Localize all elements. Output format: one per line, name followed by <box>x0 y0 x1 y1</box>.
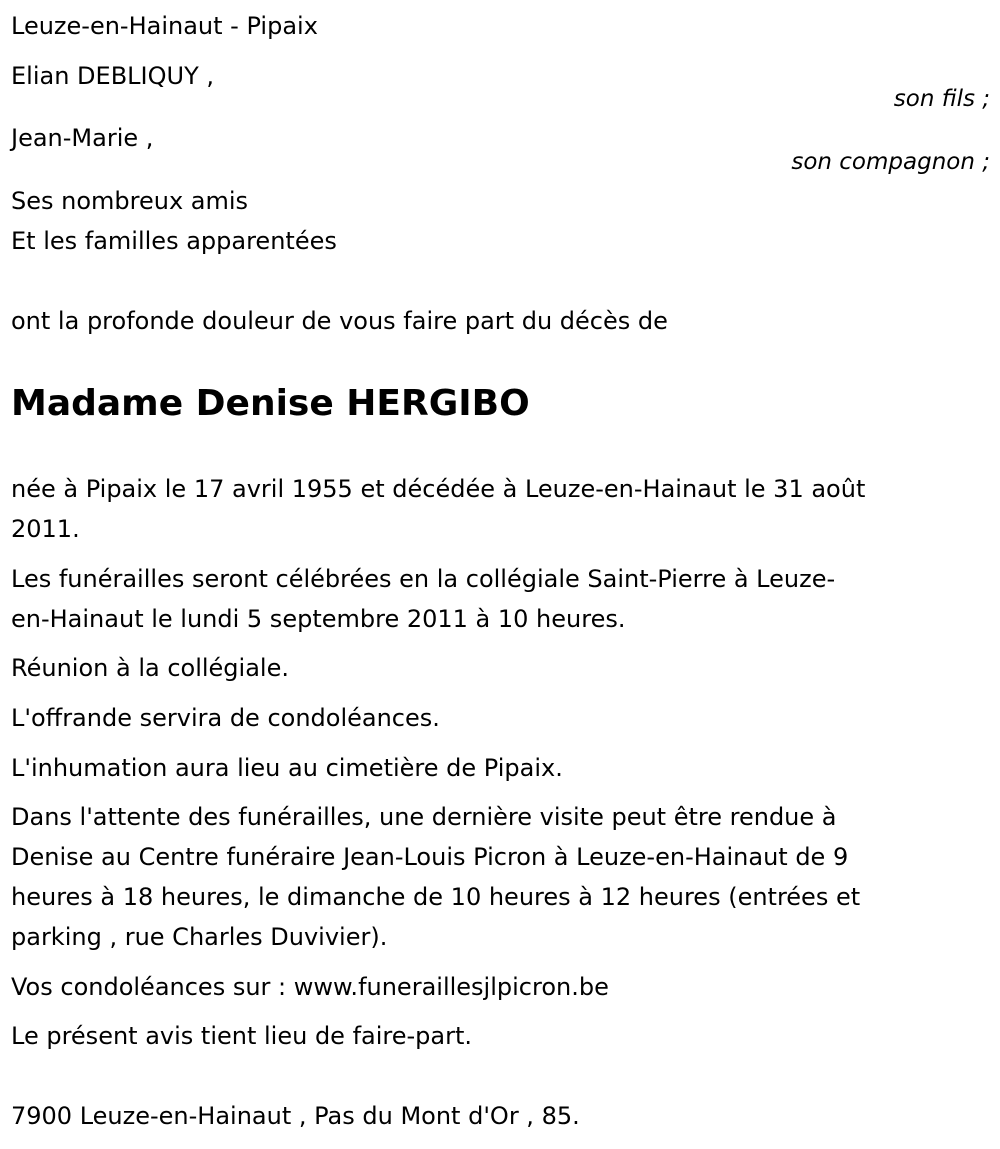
notice-line: Le présent avis tient lieu de faire-part. <box>11 1022 473 1050</box>
family-member-relation: son compagnon ; <box>791 149 990 175</box>
birth-death-line: née à Pipaix le 17 avril 1955 et décédée à Leuze-en-Hainaut le 31 août <box>11 475 866 503</box>
families-line: Et les familles apparentées <box>11 227 337 255</box>
birth-death-line: 2011. <box>11 515 80 543</box>
deceased-name: Madame Denise HERGIBO <box>11 383 530 424</box>
condolences-line: Vos condoléances sur : www.funeraillesjlpicron.be <box>11 973 609 1001</box>
location-heading: Leuze-en-Hainaut - Pipaix <box>11 12 318 40</box>
family-member-name: Jean-Marie , <box>11 124 154 152</box>
burial-line: L'inhumation aura lieu au cimetière de Pipaix. <box>11 754 563 782</box>
visit-line: heures à 18 heures, le dimanche de 10 heures à 12 heures (entrées et <box>11 883 861 911</box>
address-line: 7900 Leuze-en-Hainaut , Pas du Mont d'Or , 85. <box>11 1102 580 1130</box>
reunion-line: Réunion à la collégiale. <box>11 654 289 682</box>
announcement-text: ont la profonde douleur de vous faire part du décès de <box>11 307 668 335</box>
family-member-relation: son fils ; <box>893 86 990 112</box>
visit-line: parking , rue Charles Duvivier). <box>11 923 388 951</box>
visit-line: Denise au Centre funéraire Jean-Louis Picron à Leuze-en-Hainaut de 9 <box>11 843 849 871</box>
visit-line: Dans l'attente des funérailles, une dernière visite peut être rendue à <box>11 803 837 831</box>
family-member-name: Elian DEBLIQUY , <box>11 62 214 90</box>
offering-line: L'offrande servira de condoléances. <box>11 704 440 732</box>
funeral-line: Les funérailles seront célébrées en la collégiale Saint-Pierre à Leuze- <box>11 565 836 593</box>
friends-line: Ses nombreux amis <box>11 187 249 215</box>
funeral-line: en-Hainaut le lundi 5 septembre 2011 à 10 heures. <box>11 605 626 633</box>
